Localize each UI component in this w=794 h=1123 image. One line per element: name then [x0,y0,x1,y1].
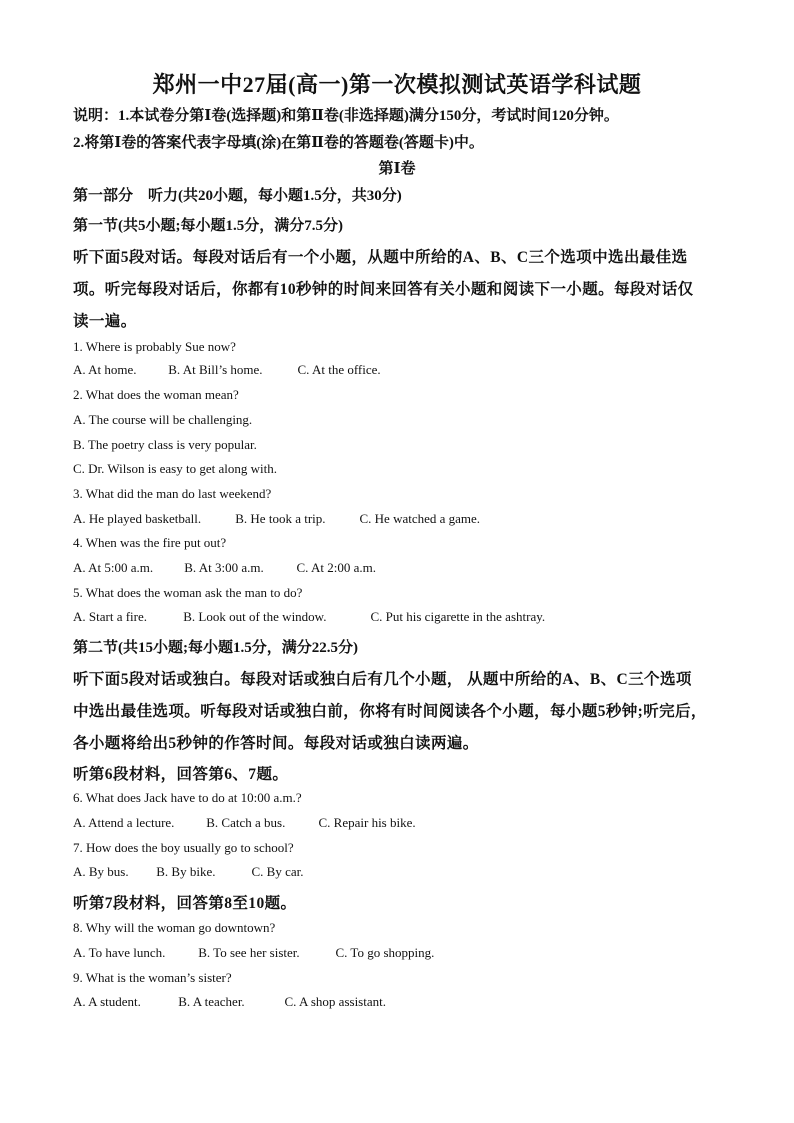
note-2: 2.将第Ⅰ卷的答案代表字母填(涂)在第Ⅱ卷的答题卷(答题卡)中。 [73,135,484,151]
question-9: 9. What is the woman’s sister? [73,970,232,985]
option-b[interactable]: B. Catch a bus. [206,815,286,830]
volume-heading: 第Ⅰ卷 [378,161,416,177]
option-c[interactable]: C. Repair his bike. [318,815,416,830]
option-a[interactable]: A. Start a fire. [73,609,148,624]
option-a[interactable]: A. To have lunch. [73,945,166,960]
question-8: 8. Why will the woman go downtown? [73,920,276,935]
question-7-options [73,864,304,880]
option-c[interactable]: C. At the office. [297,362,381,377]
question-3-options [73,511,480,527]
question-1: 1. Where is probably Sue now? [73,339,236,354]
option-b[interactable]: B. The poetry class is very popular. [73,437,257,452]
option-b[interactable]: B. To see her sister. [198,945,300,960]
material-7-heading: 听第7段材料，回答第8至10题。 [73,895,297,912]
question-8-options [73,945,434,961]
note-1: 说明：1.本试卷分第Ⅰ卷(选择题)和第Ⅱ卷(非选择题)满分150分，考试时间120分钟。 [73,108,619,124]
option-a[interactable]: A. At 5:00 a.m. [73,560,154,575]
question-5: 5. What does the woman ask the man to do? [73,585,303,600]
question-5-options [73,609,545,625]
question-4: 4. When was the fire put out? [73,535,227,550]
question-6: 6. What does Jack have to do at 10:00 a.m.? [73,790,302,805]
question-2: 2. What does the woman mean? [73,387,239,402]
option-c[interactable]: C. Dr. Wilson is easy to get along with. [73,461,277,476]
question-6-options [73,815,416,831]
exam-title: 郑州一中27届(高一)第一次模拟测试英语学科试题 [152,72,642,97]
option-a[interactable]: A. A student. [73,994,141,1009]
option-a[interactable]: A. Attend a lecture. [73,815,175,830]
option-c[interactable]: C. Put his cigarette in the ashtray. [370,609,546,624]
option-c[interactable]: C. A shop assistant. [284,994,386,1009]
question-3: 3. What did the man do last weekend? [73,486,272,501]
option-a[interactable]: A. The course will be challenging. [73,412,253,427]
option-b[interactable]: B. At 3:00 a.m. [184,560,264,575]
question-7: 7. How does the boy usually go to school? [73,840,294,855]
option-b[interactable]: B. A teacher. [178,994,245,1009]
option-c[interactable]: C. He watched a game. [359,511,481,526]
material-6-heading: 听第6段材料，回答第6、7题。 [73,766,289,783]
option-b[interactable]: B. At Bill’s home. [168,362,263,377]
option-b[interactable]: B. He took a trip. [235,511,326,526]
option-c[interactable]: C. By car. [251,864,304,879]
question-4-options [73,560,376,576]
option-c[interactable]: C. To go shopping. [335,945,435,960]
section-1-heading: 第一节(共5小题;每小题1.5分，满分7.5分) [73,218,343,234]
section-2-instruction-2: 中选出最佳选项。听每段对话或独白前，你将有时间阅读各个小题，每小题5秒钟;听完后， [73,703,707,720]
section-2-instruction-1: 听下面5段对话或独白。每段对话或独白后有几个小题， 从题中所给的A、B、C三个选项 [73,671,692,688]
question-1-options [73,362,381,378]
section-2-instruction-3: 各小题将给出5秒钟的作答时间。每段对话或独白读两遍。 [73,735,479,752]
option-b[interactable]: B. Look out of the window. [183,609,327,624]
section-1-instruction-1: 听下面5段对话。每段对话后有一个小题，从题中所给的A、B、C三个选项中选出最佳选 [73,249,688,266]
option-c[interactable]: C. At 2:00 a.m. [296,560,376,575]
option-a[interactable]: A. By bus. [73,864,129,879]
section-2-heading: 第二节(共15小题;每小题1.5分，满分22.5分) [73,640,358,656]
option-a[interactable]: A. He played basketball. [73,511,202,526]
section-1-instruction-2: 项。听完每段对话后，你都有10秒钟的时间来回答有关小题和阅读下一小题。每段对话仅 [73,281,694,298]
section-1-instruction-3: 读一遍。 [73,313,137,330]
question-9-options [73,994,386,1010]
option-b[interactable]: B. By bike. [156,864,216,879]
option-a[interactable]: A. At home. [73,362,137,377]
part-1-heading: 第一部分 听力(共20小题，每小题1.5分，共30分) [73,188,402,204]
